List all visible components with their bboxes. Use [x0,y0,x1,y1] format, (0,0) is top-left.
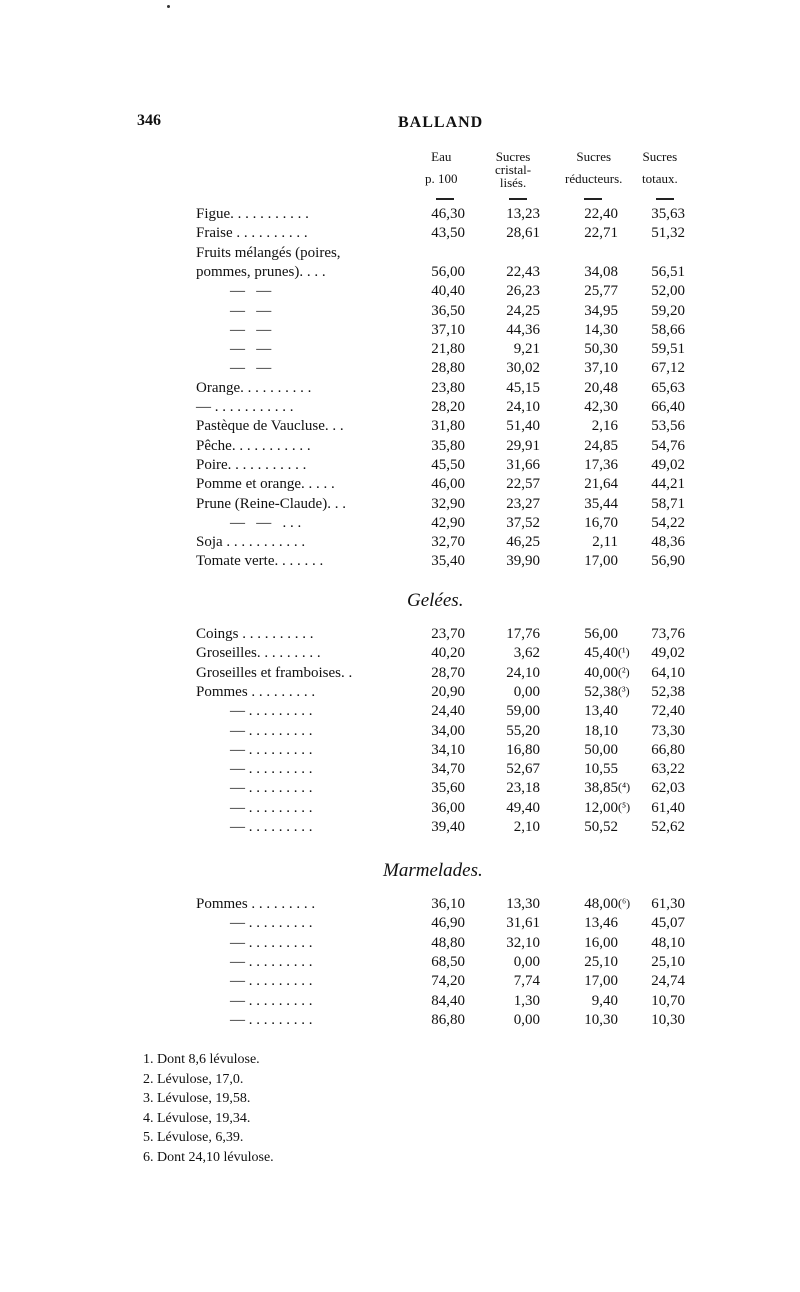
cell-value: 61,30 [651,896,685,912]
row-label: — — [230,302,272,319]
cell-value: 56,51 [651,263,685,280]
table-row [0,684,800,703]
cell-value: 66,80 [651,741,685,758]
cell-value: 51,32 [651,225,685,242]
cell-value: 37,10 [584,360,618,377]
cell-value: 48,00 [584,896,618,912]
cell-value: 23,18 [506,780,540,797]
cell-value: 0,00 [513,683,540,700]
cell-value: 31,66 [506,456,540,473]
cell-value: 65,63 [651,379,685,396]
table-row [0,496,800,515]
cell-value: 49,02 [651,645,685,662]
cell-value: 48,36 [651,534,685,551]
table-row [0,322,800,341]
table-row [0,723,800,742]
table-row [0,626,800,645]
row-label: — . . . . . . . . . [230,992,313,1009]
cell-value: 62,03 [651,780,685,797]
cell-value: 67,12 [651,360,685,377]
cell-value: 32,10 [506,934,540,951]
table-row [0,380,800,399]
cell-value: 46,25 [506,534,540,551]
cell-value: 9,40 [591,992,618,1009]
footnote-reference: (⁶) [618,896,631,910]
footnote-reference: (¹) [618,645,630,660]
cell-value: 10,70 [651,992,685,1009]
table-row [0,341,800,360]
cell-value: 56,90 [651,553,685,570]
cell-value: 86,80 [431,1011,465,1028]
cell-value: 45,50 [431,456,465,473]
cell-value: 32,70 [431,534,465,551]
cell-value: 36,00 [431,799,465,816]
footnote: 2. Lévulose, 17,0. [143,1071,244,1087]
cell-value: 14,30 [584,321,618,338]
row-label: — . . . . . . . . . [230,799,313,816]
row-label: Prune (Reine-Claude). . . [196,495,346,512]
table-row [0,800,800,819]
cell-value: 56,00 [584,626,618,642]
column-header-totaux [642,150,678,185]
cell-value: 72,40 [651,703,685,720]
table-row [0,896,800,915]
row-label: — . . . . . . . . . [230,703,313,720]
header-line: p. 100 [425,171,458,186]
cell-value: 54,76 [651,437,685,454]
footnote-reference: (³) [618,683,630,698]
cell-value: 25,10 [651,953,685,970]
column-dash [436,198,454,200]
cell-value: 24,85 [584,437,618,454]
row-label: Groseilles et framboises. . [196,664,353,681]
cell-value: 17,00 [584,553,618,570]
table-row [0,438,800,457]
cell-value: 61,40 [651,799,685,816]
cell-value: 40,20 [431,645,465,662]
cell-value: 31,80 [431,418,465,435]
table-row [0,225,800,244]
table-row [0,283,800,302]
cell-value: 64,10 [651,664,685,681]
cell-value: 34,95 [584,302,618,319]
row-label: Pommes . . . . . . . . . [196,683,316,700]
cell-value: 24,25 [506,302,540,319]
cell-value: 32,90 [431,495,465,512]
cell-value: 52,67 [506,761,540,778]
cell-value: 59,00 [506,703,540,720]
table-row [0,418,800,437]
row-label: Fruits mélangés (poires, [196,244,341,261]
table-row [0,457,800,476]
cell-value: 26,23 [506,283,540,300]
table-row [0,206,800,225]
table-row [0,954,800,973]
cell-value: 43,50 [431,225,465,242]
cell-value: 52,38 [584,683,618,700]
table-row [0,264,800,283]
cell-value: 25,10 [584,953,618,970]
cell-value: 2,16 [591,418,618,435]
cell-value: 84,40 [431,992,465,1009]
cell-value: 13,40 [584,703,618,720]
row-label: — . . . . . . . . . [230,741,313,758]
cell-value: 23,70 [431,626,465,642]
row-label: — . . . . . . . . . [230,761,313,778]
cell-value: 16,00 [584,934,618,951]
cell-value: 24,40 [431,703,465,720]
row-label: — . . . . . . . . . [230,819,313,835]
table-row [0,761,800,780]
footnote: 3. Lévulose, 19,58. [143,1091,251,1107]
row-label: — — [230,360,272,377]
column-dash [509,198,527,200]
cell-value: 24,10 [506,399,540,415]
row-label: Pomme et orange. . . . . [196,476,335,493]
row-label: Pommes . . . . . . . . . [196,896,316,912]
table-row [0,476,800,495]
cell-value: 44,36 [506,321,540,338]
cell-value: 45,07 [651,915,685,932]
cell-value: 39,40 [431,819,465,835]
cell-value: 17,36 [584,456,618,473]
cell-value: 49,40 [506,799,540,816]
cell-value: 20,90 [431,683,465,700]
cell-value: 48,80 [431,934,465,951]
table-row [0,703,800,722]
cell-value: 1,30 [513,992,540,1009]
footnote: 1. Dont 8,6 lévulose. [143,1052,260,1067]
cell-value: 22,57 [506,476,540,493]
row-label: — — [230,283,272,300]
cell-value: 24,74 [651,973,685,990]
cell-value: 36,50 [431,302,465,319]
row-label: pommes, prunes). . . . [196,263,326,280]
cell-value: 28,61 [506,225,540,242]
row-label: Fraise . . . . . . . . . . [196,225,308,242]
cell-value: 30,02 [506,360,540,377]
cell-value: 17,76 [506,626,540,642]
cell-value: 56,00 [431,263,465,280]
cell-value: 51,40 [506,418,540,435]
cell-value: 35,44 [584,495,618,512]
cell-value: 35,63 [651,206,685,222]
table-row [0,515,800,534]
cell-value: 35,80 [431,437,465,454]
cell-value: 73,76 [651,626,685,642]
cell-value: 17,00 [584,973,618,990]
print-speck [167,5,170,8]
cell-value: 23,27 [506,495,540,512]
cell-value: 37,52 [506,514,540,531]
cell-value: 3,62 [513,645,540,662]
cell-value: 20,48 [584,379,618,396]
row-label: — . . . . . . . . . [230,953,313,970]
cell-value: 35,60 [431,780,465,797]
column-header-eau [425,150,458,185]
cell-value: 63,22 [651,761,685,778]
cell-value: 53,56 [651,418,685,435]
section-title-marmelades: Marmelades. [383,860,483,881]
row-label: Pastèque de Vaucluse. . . [196,418,344,435]
row-label: Groseilles. . . . . . . . . [196,645,321,662]
column-dash [656,198,674,200]
cell-value: 50,52 [584,819,618,835]
cell-value: 28,20 [431,399,465,415]
cell-value: 34,70 [431,761,465,778]
cell-value: 2,11 [592,534,618,551]
table-row [0,245,800,264]
cell-value: 10,55 [584,761,618,778]
header-line: Eau [431,149,452,164]
table-row [0,915,800,934]
cell-value: 74,20 [431,973,465,990]
header-line: Sucres [495,149,531,164]
cell-value: 0,00 [513,1011,540,1028]
cell-value: 16,80 [506,741,540,758]
table-row [0,399,800,418]
table-row [0,645,800,664]
cell-value: 28,70 [431,664,465,681]
cell-value: 12,00 [584,799,618,816]
row-label: — — . . . [230,514,302,531]
header-line: lisés. [499,175,527,190]
running-head: BALLAND [398,114,484,131]
row-label: Soja . . . . . . . . . . . [196,534,306,551]
cell-value: 46,30 [431,206,465,222]
row-label: Pêche. . . . . . . . . . . [196,437,311,454]
footnote-reference: (⁴) [618,780,631,795]
column-dash [584,198,602,200]
table-row [0,819,800,838]
row-label: — . . . . . . . . . [230,722,313,739]
cell-value: 40,40 [431,283,465,300]
cell-value: 49,02 [651,456,685,473]
table-row [0,935,800,954]
cell-value: 52,00 [651,283,685,300]
cell-value: 46,00 [431,476,465,493]
row-label: Orange. . . . . . . . . . [196,379,312,396]
cell-value: 18,10 [584,722,618,739]
row-label: Poire. . . . . . . . . . . [196,456,307,473]
cell-value: 13,30 [506,896,540,912]
cell-value: 58,66 [651,321,685,338]
cell-value: 68,50 [431,953,465,970]
cell-value: 44,21 [651,476,685,493]
header-line: Sucres [576,149,612,164]
table-row [0,742,800,761]
cell-value: 45,40 [584,645,618,662]
page-number: 346 [137,112,161,129]
table-row [0,303,800,322]
header-line: cristal- [495,162,532,177]
section-title-gelees: Gelées. [407,590,464,611]
cell-value: 24,10 [506,664,540,681]
table-row [0,534,800,553]
cell-value: 28,80 [431,360,465,377]
cell-value: 50,00 [584,741,618,758]
header-line: Sucres [642,149,678,164]
table-row [0,360,800,379]
cell-value: 34,00 [431,722,465,739]
cell-value: 34,10 [431,741,465,758]
cell-value: 22,71 [584,225,618,242]
table-row [0,973,800,992]
cell-value: 2,10 [513,819,540,835]
cell-value: 13,46 [584,915,618,932]
cell-value: 9,21 [513,341,540,358]
row-label: Coings . . . . . . . . . . [196,626,314,642]
cell-value: 21,64 [584,476,618,493]
cell-value: 50,30 [584,341,618,358]
cell-value: 42,30 [584,399,618,415]
row-label: Tomate verte. . . . . . . [196,553,324,570]
footnote: 5. Lévulose, 6,39. [143,1130,244,1146]
footnote-reference: (²) [618,664,630,679]
table-row [0,553,800,572]
table-row [0,993,800,1012]
column-header-cristallises [495,150,531,189]
cell-value: 54,22 [651,514,685,531]
row-label: — — [230,321,272,338]
cell-value: 59,20 [651,302,685,319]
cell-value: 25,77 [584,283,618,300]
cell-value: 37,10 [431,321,465,338]
cell-value: 48,10 [651,934,685,951]
row-label: — . . . . . . . . . . . [196,399,294,415]
footnote: 6. Dont 24,10 lévulose. [143,1150,274,1165]
cell-value: 10,30 [651,1011,685,1028]
footnote: 4. Lévulose, 19,34. [143,1110,251,1126]
cell-value: 10,30 [584,1011,618,1028]
table-row [0,665,800,684]
cell-value: 42,90 [431,514,465,531]
header-line: réducteurs. [565,171,623,186]
cell-value: 45,15 [506,379,540,396]
cell-value: 36,10 [431,896,465,912]
cell-value: 22,43 [506,263,540,280]
table-row [0,780,800,799]
cell-value: 55,20 [506,722,540,739]
cell-value: 22,40 [584,206,618,222]
cell-value: 31,61 [506,915,540,932]
cell-value: 35,40 [431,553,465,570]
cell-value: 58,71 [651,495,685,512]
cell-value: 34,08 [584,263,618,280]
cell-value: 59,51 [651,341,685,358]
row-label: — . . . . . . . . . [230,780,313,797]
cell-value: 21,80 [431,341,465,358]
row-label: Figue. . . . . . . . . . . [196,206,309,222]
table-row [0,1012,800,1031]
row-label: — . . . . . . . . . [230,934,313,951]
cell-value: 52,62 [651,819,685,835]
column-header-reducteurs [565,150,622,185]
cell-value: 7,74 [513,973,540,990]
cell-value: 52,38 [651,683,685,700]
row-label: — . . . . . . . . . [230,915,313,932]
footnote-reference: (⁵) [618,799,631,814]
cell-value: 0,00 [513,953,540,970]
cell-value: 73,30 [651,722,685,739]
cell-value: 66,40 [651,399,685,415]
row-label: — — [230,341,272,358]
cell-value: 29,91 [506,437,540,454]
row-label: — . . . . . . . . . [230,973,313,990]
header-line: totaux. [642,171,678,186]
cell-value: 38,85 [584,780,618,797]
cell-value: 40,00 [584,664,618,681]
cell-value: 46,90 [431,915,465,932]
cell-value: 23,80 [431,379,465,396]
cell-value: 39,90 [506,553,540,570]
cell-value: 16,70 [584,514,618,531]
row-label: — . . . . . . . . . [230,1011,313,1028]
cell-value: 13,23 [506,206,540,222]
